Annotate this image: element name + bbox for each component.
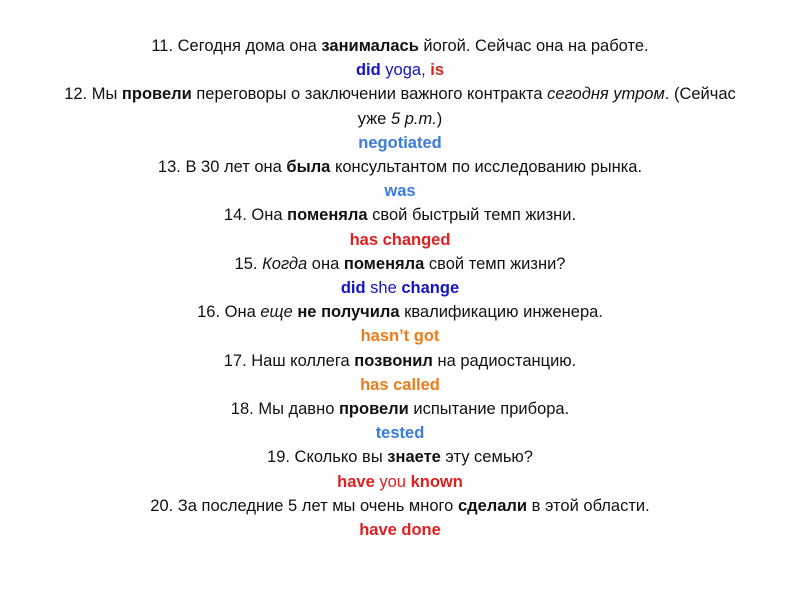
question-18: 18. Мы давно провели испытание прибора. bbox=[230, 400, 570, 419]
answer-15: did she change bbox=[340, 279, 460, 298]
answer-16: hasn’t got bbox=[360, 327, 440, 346]
exercise-slide bbox=[60, 34, 740, 542]
answer-17: has called bbox=[360, 375, 440, 394]
question-11: 11. Сегодня дома она занималась йогой. Сейчас она на работе. bbox=[151, 37, 649, 55]
question-13: 13. В 30 лет она была консультантом по исследованию рынка. bbox=[157, 158, 643, 177]
question-20: 20. За последние 5 лет мы очень много сделали в этой области. bbox=[150, 496, 650, 515]
question-16: 16. Она еще не получила квалификацию инженера. bbox=[197, 303, 603, 322]
answer-14: has changed bbox=[349, 230, 451, 249]
answer-19: have you known bbox=[337, 472, 463, 491]
question-15: 15. Когда она поменяла свой темп жизни? bbox=[234, 254, 566, 273]
answer-13: was bbox=[384, 182, 416, 201]
question-12: 12. Мы провели переговоры о заключении важного контракта сегодня утром. (Сейчас уже 5 p.m.) bbox=[64, 85, 736, 128]
answer-18: tested bbox=[375, 424, 425, 443]
question-14: 14. Она поменяла свой быстрый темп жизни. bbox=[223, 206, 577, 225]
question-19: 19. Сколько вы знаете эту семью? bbox=[267, 448, 533, 467]
answer-11: did yoga, is bbox=[355, 61, 445, 80]
answer-12: negotiated bbox=[358, 133, 442, 152]
question-17: 17. Наш коллега позвонил на радиостанцию. bbox=[223, 351, 577, 370]
answer-20: have done bbox=[359, 521, 441, 540]
